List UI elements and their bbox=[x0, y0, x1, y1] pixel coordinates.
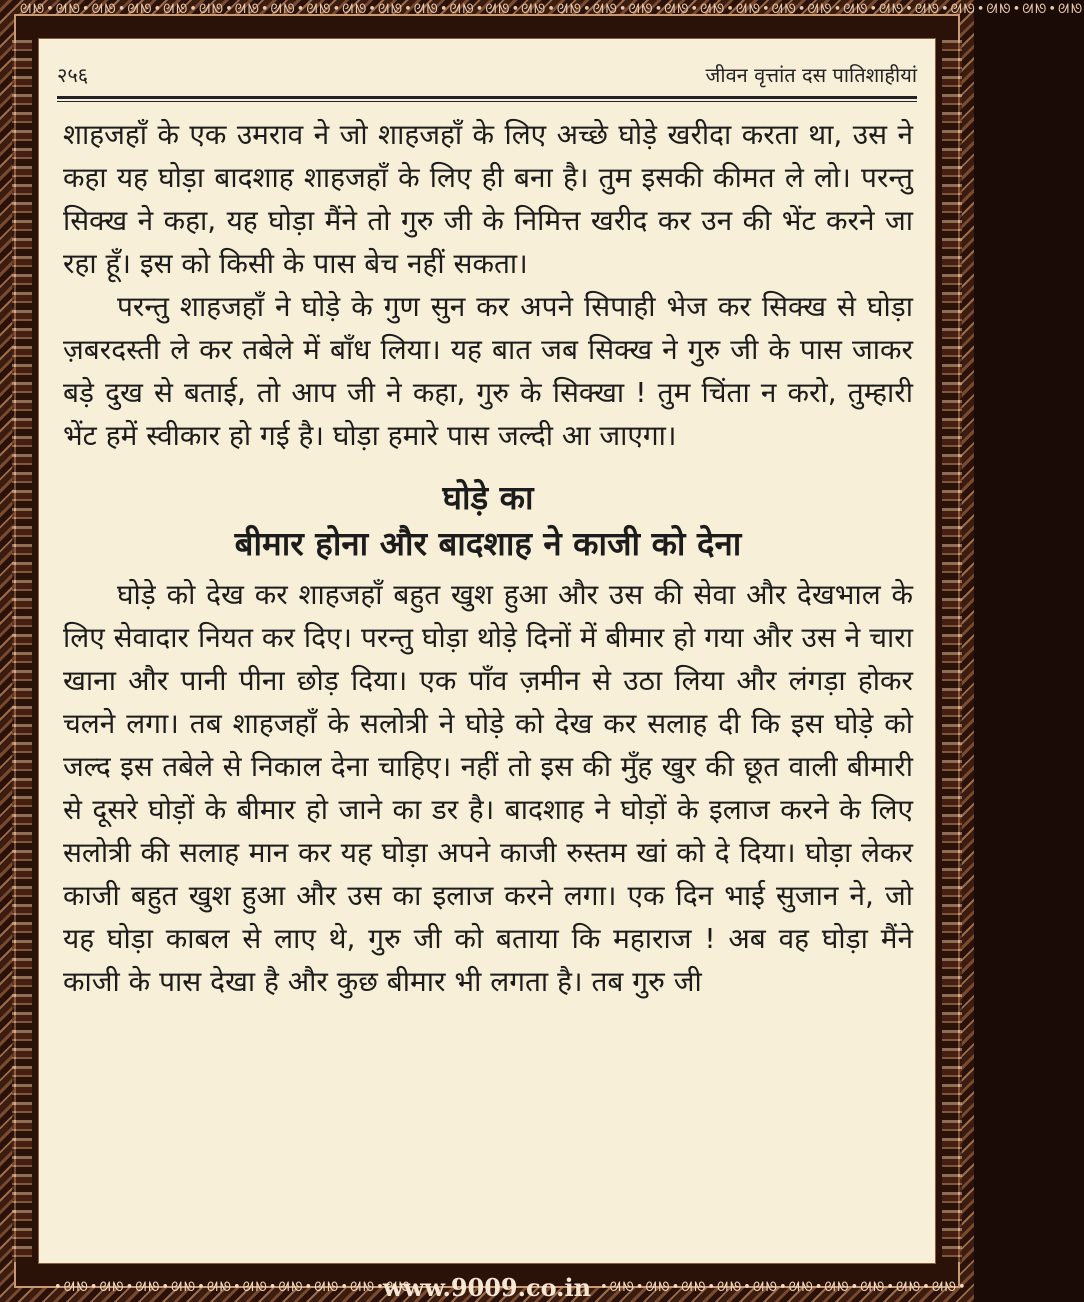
header-rule-thin bbox=[57, 101, 917, 102]
footer-bar bbox=[14, 1273, 968, 1302]
page-number: २५६ bbox=[57, 63, 89, 87]
paragraph-3: घोड़े को देख कर शाहजहाँ बहुत खुश हुआ और उस की सेवा और देखभाल के लिए सेवादार नियत कर दिए। परन्तु घोड़ा थोड़े दिनों में बीमार हो गया और उस ने चारा खाना और पानी पीना छोड़ दिया। एक पाँव ज़मीन से उठा लिया और लंगड़ा होकर चलने लगा। तब शाहजहाँ के सलोत्री ने घोड़े को देख कर सलाह दी कि इस घोड़े को जल्द इस तबेले से निकाल देना चाहिए। नहीं तो इस की मुँह खुर की छूत वाली बीमारी से दूसरे घोड़ों के बीमार हो जाने का डर है। बादशाह ने घोड़ों के इलाज करने के लिए सलोत्री की सलाह मान कर यह घोड़ा अपने काजी रुस्तम खां को दे दिया। घोड़ा लेकर काजी बहुत खुश हुआ और उस का इलाज करने लगा। एक दिन भाई सुजान ने, जो यह घोड़ा काबल से लाए थे, गुरु जी को बताया कि महाराज ! अब वह घोड़ा मैंने काजी के पास देखा है और कुछ बीमार भी लगता है। तब गुरु जी bbox=[63, 578, 913, 998]
header-rule-thick bbox=[57, 96, 917, 99]
section-heading bbox=[63, 475, 913, 567]
footer-ornament-left: •ᘛᘚ•ᘛᘚ•ᘛᘚ•ᘛᘚ•ᘛᘚ•ᘛᘚ•ᘛᘚ•ᘛᘚ•ᘛᘚ•ᘛᘚ• bbox=[54, 1280, 422, 1295]
section-heading-line-2: बीमार होना और बादशाह ने काजी को देना bbox=[234, 524, 742, 563]
paragraph-1: शाहजहाँ के एक उमराव ने जो शाहजहाँ के लिए अच्छे घोड़े खरीदा करता था, उस ने कहा यह घोड़ा बादशाह शाहजहाँ के लिए ही बना है। तुम इसकी कीमत ले लो। परन्तु सिक्ख ने कहा, यह घोड़ा मैंने तो गुरु जी के निमित्त खरीद कर उन की भेंट करने जा रहा हूँ। इस को किसी के पास बेच नहीं सकता। bbox=[63, 118, 913, 280]
book-page bbox=[38, 38, 936, 1264]
footer-website-url: www.9009.co.in bbox=[382, 1273, 592, 1302]
section-heading-line-1: घोड़े का bbox=[442, 478, 534, 517]
right-ornament-border bbox=[942, 40, 962, 1262]
page-header bbox=[57, 57, 917, 91]
top-ornament-border: ᘛᘚ•ᘛᘚ•ᘛᘚ•ᘛᘚ•ᘛᘚ•ᘛᘚ•ᘛᘚ•ᘛᘚ•ᘛᘚ•ᘛᘚ•ᘛᘚ•ᘛᘚ•ᘛᘚ•ᘛᘚ•ᘛᘚ•ᘛᘚ•ᘛᘚ•ᘛᘚ•ᘛᘚ•ᘛᘚ•ᘛᘚ•ᘛᘚ•ᘛᘚ•ᘛᘚ•ᘛᘚ•ᘛᘚ•ᘛᘚ•ᘛᘚ•ᘛᘚ•ᘛᘚ bbox=[20, 2, 1084, 17]
running-title: जीवन वृत्तांत दस पातिशाहीयां bbox=[705, 63, 917, 87]
left-ornament-border bbox=[12, 40, 32, 1262]
footer-ornament-right: •ᘛᘚ•ᘛᘚ•ᘛᘚ•ᘛᘚ•ᘛᘚ•ᘛᘚ•ᘛᘚ•ᘛᘚ•ᘛᘚ•ᘛᘚ• bbox=[600, 1280, 968, 1295]
paragraph-2: परन्तु शाहजहाँ ने घोड़े के गुण सुन कर अपने सिपाही भेज कर सिक्ख से घोड़ा ज़बरदस्ती ले कर तबेले में बाँध लिया। यह बात जब सिक्ख ने गुरु जी के पास जाकर बड़े दुख से बताई, तो आप जी ने कहा, गुरु के सिक्खा ! तुम चिंता न करो, तुम्हारी भेंट हमें स्वीकार हो गई है। घोड़ा हमारे पास जल्दी आ जाएगा। bbox=[63, 290, 913, 452]
page-body bbox=[63, 113, 913, 1003]
